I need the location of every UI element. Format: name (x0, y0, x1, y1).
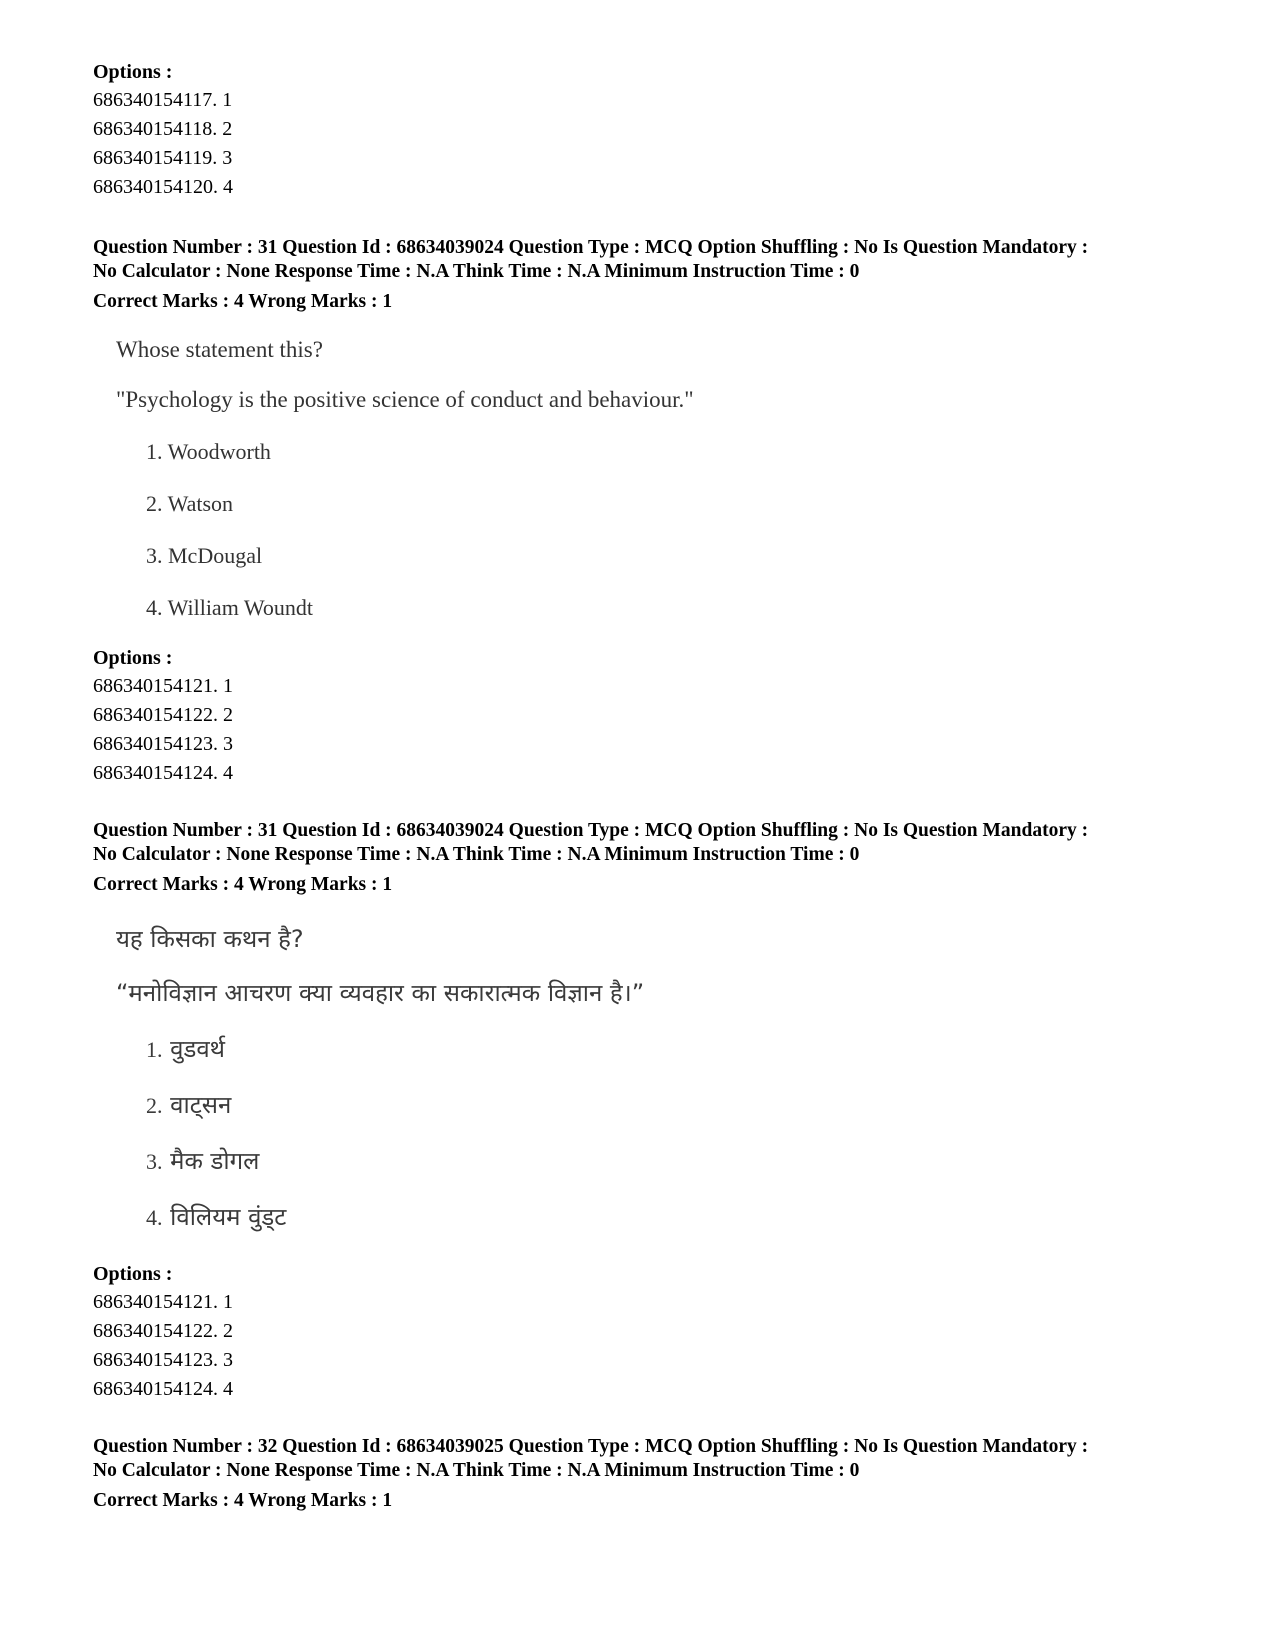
question-marks: Correct Marks : 4 Wrong Marks : 1 (93, 874, 393, 895)
question-meta-line2: No Calculator : None Response Time : N.A Think Time : N.A Minimum Instruction Time : 0 (93, 1460, 860, 1481)
question-quote: "Psychology is the positive science of conduct and behaviour." (116, 387, 694, 412)
option-item: 686340154121. 1 (93, 1291, 233, 1313)
option-item: 686340154123. 3 (93, 1349, 233, 1371)
option-item: 686340154121. 1 (93, 675, 233, 697)
question-marks: Correct Marks : 4 Wrong Marks : 1 (93, 1490, 393, 1511)
question-meta-line1: Question Number : 31 Question Id : 68634039024 Question Type : MCQ Option Shuffling : No Is Question Mandatory : (93, 820, 1089, 841)
question-body-english (116, 333, 816, 633)
option-item: 686340154122. 2 (93, 1320, 233, 1342)
choice-number: 2. (146, 1093, 163, 1118)
question-header (93, 819, 1088, 899)
options-block-top (93, 58, 233, 202)
choice-text: वाट्सन (170, 1091, 232, 1119)
question-choice (146, 1146, 259, 1177)
options-block (93, 1260, 233, 1404)
options-label: Options : (93, 647, 173, 669)
question-choice: 3. McDougal (146, 543, 263, 568)
choice-text: विलियम वुंड्ट (170, 1203, 287, 1231)
option-item: 686340154123. 3 (93, 733, 233, 755)
options-block (93, 644, 233, 788)
choice-text: मैक डोगल (170, 1147, 260, 1175)
question-prompt: Whose statement this? (116, 337, 323, 362)
question-choice (146, 1090, 231, 1121)
question-quote: “मनोविज्ञान आचरण क्या व्यवहार का सकारात्मक विज्ञान है।” (116, 979, 645, 1007)
question-marks: Correct Marks : 4 Wrong Marks : 1 (93, 291, 393, 312)
option-item: 686340154120. 4 (93, 176, 233, 198)
question-prompt: यह किसका कथन है? (116, 925, 304, 953)
question-meta-line2: No Calculator : None Response Time : N.A Think Time : N.A Minimum Instruction Time : 0 (93, 261, 860, 282)
question-header (93, 236, 1088, 316)
choice-number: 1. (146, 1037, 163, 1062)
option-item: 686340154124. 4 (93, 762, 233, 784)
question-meta-line2: No Calculator : None Response Time : N.A Think Time : N.A Minimum Instruction Time : 0 (93, 844, 860, 865)
question-choice (146, 1034, 225, 1065)
option-item: 686340154119. 3 (93, 147, 233, 169)
question-body-hindi (116, 920, 816, 1240)
option-item: 686340154118. 2 (93, 118, 233, 140)
question-header (93, 1435, 1088, 1515)
options-label: Options : (93, 61, 173, 83)
option-item: 686340154117. 1 (93, 89, 233, 111)
question-choice (146, 1202, 286, 1233)
option-item: 686340154122. 2 (93, 704, 233, 726)
option-item: 686340154124. 4 (93, 1378, 233, 1400)
question-choice: 4. William Woundt (146, 595, 314, 620)
options-label: Options : (93, 1263, 173, 1285)
choice-number: 3. (146, 1149, 163, 1174)
choice-text: वुडवर्थ (170, 1035, 226, 1063)
question-meta-line1: Question Number : 31 Question Id : 68634039024 Question Type : MCQ Option Shuffling : No Is Question Mandatory : (93, 237, 1089, 258)
question-choice: 2. Watson (146, 491, 234, 516)
question-choice: 1. Woodworth (146, 439, 271, 464)
choice-number: 4. (146, 1205, 163, 1230)
question-meta-line1: Question Number : 32 Question Id : 68634039025 Question Type : MCQ Option Shuffling : No Is Question Mandatory : (93, 1436, 1089, 1457)
